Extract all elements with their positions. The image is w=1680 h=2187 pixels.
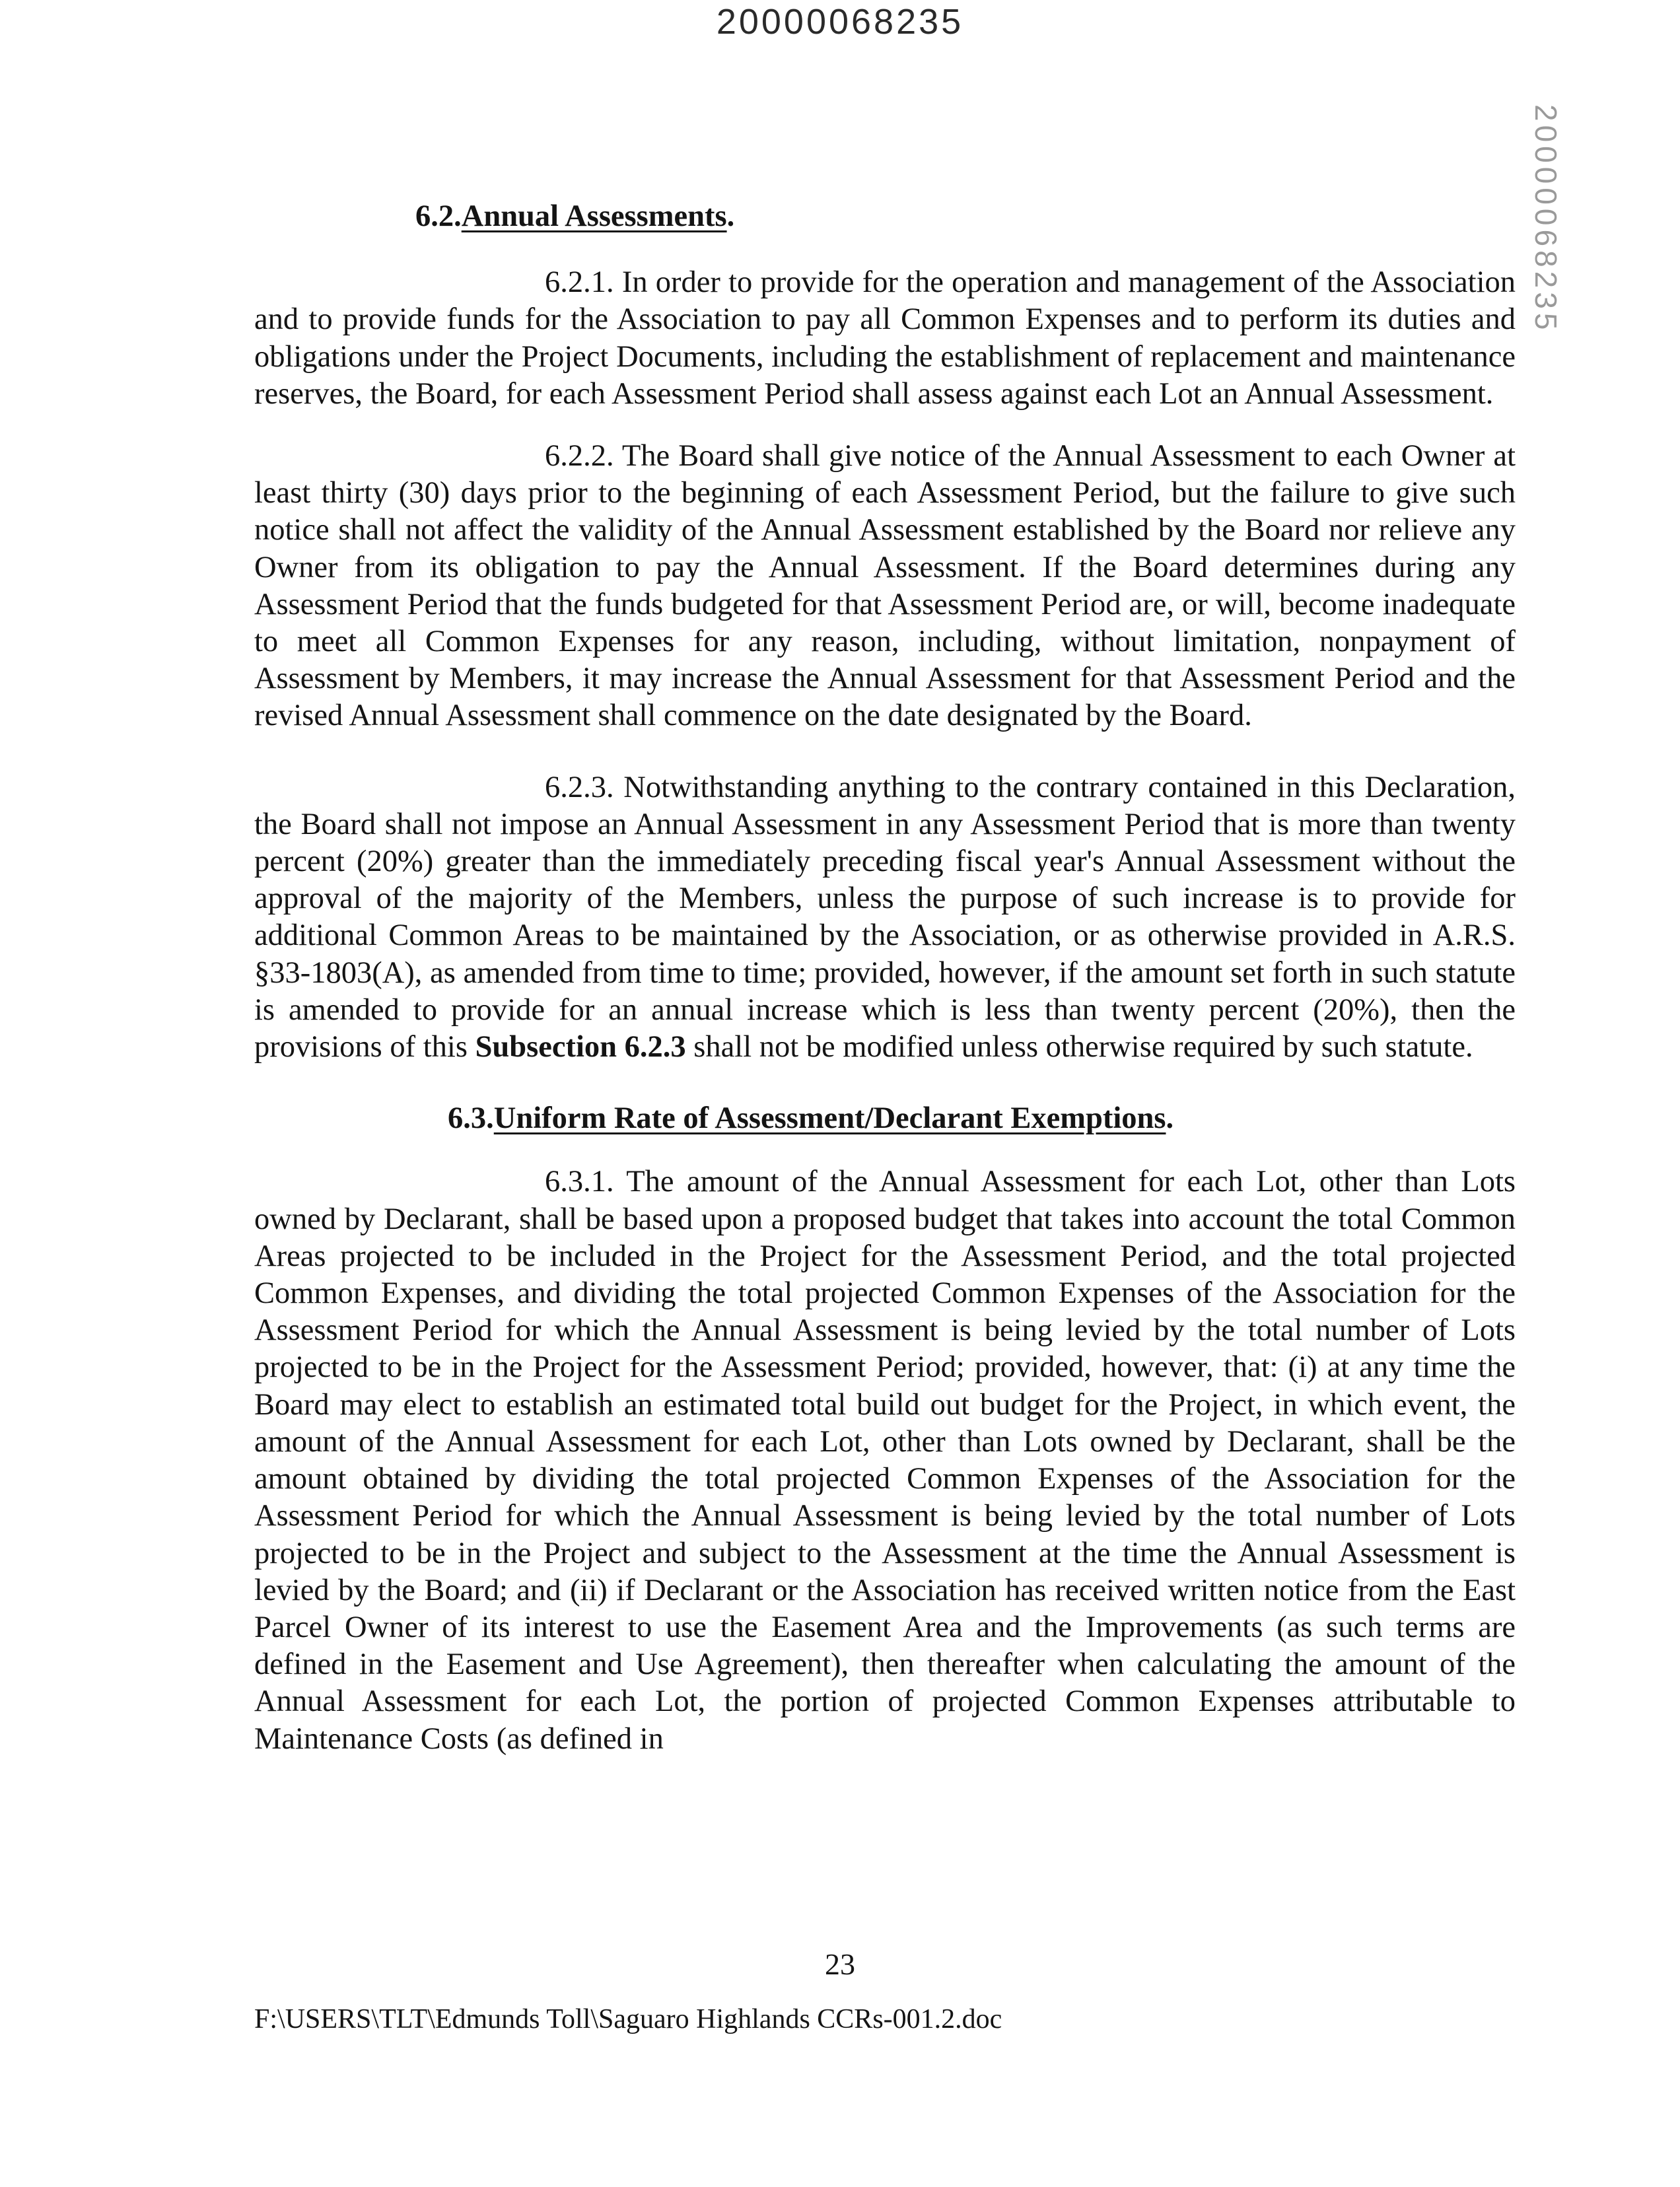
subsection-reference: Subsection 6.2.3 <box>475 1030 686 1064</box>
section-heading-6-3 <box>448 1100 1516 1137</box>
section-title-annual-assessments: Annual Assessments <box>461 199 727 233</box>
paragraph-6-2-1: 6.2.1. In order to provide for the operation and management of the Association and to provide funds for the Association to pay all Common Expenses and to perform its duties and obligations under the Project Documents, including the establishment of replacement and maintenance reserves, the Board, for each Assessment Period shall assess against each Lot an Annual Assessment. <box>254 265 1516 411</box>
paragraph-6-2-3-text-before: 6.2.3. Notwithstanding anything to the contrary contained in this Declaration, the Board shall not impose an Annual Assessment in any Assessment Period that is more than twenty percent (20%) greater than the immediately preceding fiscal year's Annual Assessment without the approval of the majority of the Members, unless the purpose of such increase is to provide for additional Common Areas to be maintained by the Association, or as otherwise provided in A.R.S. §33-1803(A), as amended from time to time; provided, however, if the amount set forth in such statute is amended to provide for an annual increase which is less than twenty percent (20%), then the provisions of this <box>254 770 1516 1064</box>
page-number: 23 <box>825 1947 855 1981</box>
document-number-header: 20000068235 <box>716 2 964 42</box>
vertical-document-stamp: 20000068235 <box>1529 104 1563 334</box>
paragraph-6-2-3-text-after: shall not be modified unless otherwise required by such statute. <box>693 1030 1473 1064</box>
paragraph-6-2-2: 6.2.2. The Board shall give notice of the Annual Assessment to each Owner at least thirty (30) days prior to the beginning of each Assessment Period, but the failure to give such notice shall not affect the validity of the Annual Assessment established by the Board nor relieve any Owner from its obligation to pay the Annual Assessment. If the Board determines during any Assessment Period that the funds budgeted for that Assessment Period are, or will, become inadequate to meet all Common Expenses for any reason, including, without limitation, nonpayment of Assessment by Members, it may increase the Annual Assessment for that Assessment Period and the revised Annual Assessment shall commence on the date designated by the Board. <box>254 439 1516 733</box>
paragraph-6-2-3 <box>254 769 1516 1066</box>
section-heading-6-2-period: . <box>726 199 735 233</box>
section-number-6-2: 6.2. <box>415 199 462 233</box>
file-path-footer: F:\USERS\TLT\Edmunds Toll\Saguaro Highlands CCRs-001.2.doc <box>254 2004 1002 2034</box>
section-title-uniform-rate: Uniform Rate of Assessment/Declarant Exemptions <box>493 1101 1166 1136</box>
paragraph-6-3-1: 6.3.1. The amount of the Annual Assessment for each Lot, other than Lots owned by Declarant, shall be based upon a proposed budget that takes into account the total Common Areas projected to be included in the Project for the Assessment Period, and the total projected Common Expenses, and dividing the total projected Common Expenses of the Association for the Assessment Period for which the Annual Assessment is being levied by the total number of Lots projected to be in the Project for the Assessment Period; provided, however, that: (i) at any time the Board may elect to establish an estimated total build out budget for the Project, in which event, the amount of the Annual Assessment for each Lot, other than Lots owned by Declarant, shall be the amount obtained by dividing the total projected Common Expenses of the Association for the Assessment Period for which the Annual Assessment is being levied by the total number of Lots projected to be in the Project and subject to the Assessment at the time the Annual Assessment is levied by the Board; and (ii) if Declarant or the Association has received written notice from the East Parcel Owner of its interest to use the Easement Area and the Improvements (as such terms are defined in the Easement and Use Agreement), then thereafter when calculating the amount of the Annual Assessment for each Lot, the portion of projected Common Expenses attributable to Maintenance Costs (as defined in <box>254 1165 1516 1756</box>
document-page-body <box>254 198 1516 1758</box>
section-heading-6-2 <box>415 198 1516 235</box>
section-heading-6-3-period: . <box>1166 1101 1174 1136</box>
section-number-6-3: 6.3. <box>448 1101 494 1136</box>
